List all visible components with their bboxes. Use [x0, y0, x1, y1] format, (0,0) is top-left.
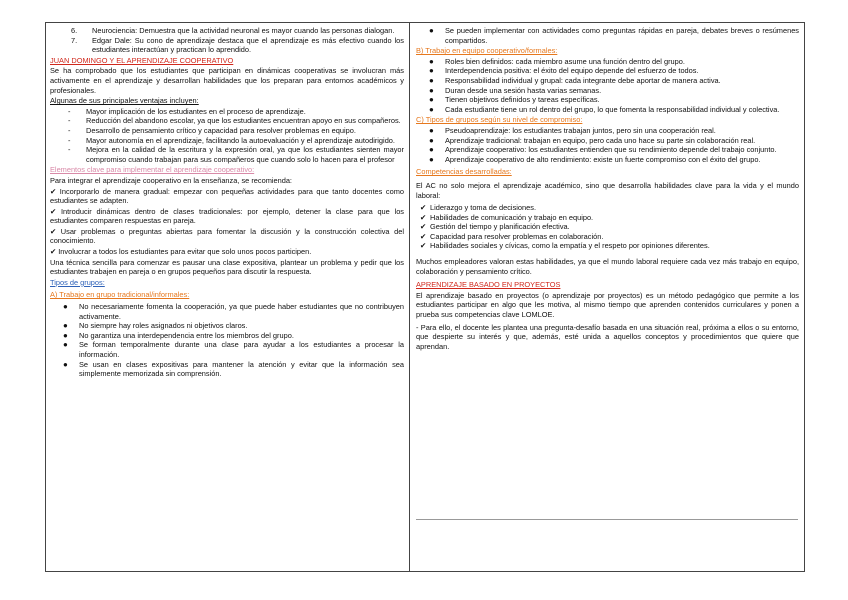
- list-item: ● Tienen objetivos definidos y tareas específicas.: [429, 95, 600, 105]
- section-heading-juan-domingo: JUAN DOMINGO Y EL APRENDIZAJE COOPERATIVO: [50, 55, 234, 65]
- check-icon: ✔: [420, 231, 427, 241]
- paragraph: El AC no solo mejora el aprendizaje académico, sino que desarrolla habilidades clave para la vida y el mundo laboral:: [416, 180, 799, 200]
- list-item: ● Responsabilidad individual y grupal: cada integrante debe aportar de manera activa.: [429, 75, 721, 85]
- trabajo-cooperativo-list: [416, 57, 799, 115]
- competencias-list: [416, 203, 799, 251]
- recommendation-item: ✔ Involucrar a todos los estudiantes para evitar que solo unos pocos participen.: [50, 247, 312, 257]
- list-item: ✔ Habilidades sociales y cívicas, como la empatía y el respeto por opiniones diferentes.: [420, 241, 710, 251]
- list-item: - Mayor autonomía en el aprendizaje, facilitando la autoevaluación y el aprendizaje autodirigido.: [68, 135, 395, 145]
- divider: [416, 519, 798, 520]
- paragraph: Para integrar el aprendizaje cooperativo en la enseñanza, se recomienda:: [50, 175, 292, 185]
- paragraph: Una técnica sencilla para comenzar es pausar una clase expositiva, plantear un problema y pedir que los estudiantes trabajen en pareja o en grupos pequeños para discutir la respuesta.: [50, 257, 404, 277]
- list-item: ● Interdependencia positiva: el éxito del equipo depende del esfuerzo de todos.: [429, 66, 699, 76]
- competencias-heading: Competencias desarrolladas:: [416, 167, 512, 177]
- tipos-heading: Tipos de grupos:: [50, 277, 105, 287]
- list-item: - Mayor implicación de los estudiantes en el proceso de aprendizaje.: [68, 106, 306, 116]
- check-icon: ✔: [420, 203, 427, 213]
- list-item: ✔ Capacidad para resolver problemas en colaboración.: [420, 231, 604, 241]
- trabajo-tradicional-heading: A) Trabajo en grupo tradicional/informales:: [50, 290, 190, 300]
- list-item: ● Aprendizaje tradicional: trabajan en equipo, pero cada uno hace su parte sin colaboración real.: [429, 135, 756, 145]
- list-item: ● Aprendizaje cooperativo: los estudiantes entienden que su rendimiento depende del trabajo conjunto.: [429, 145, 777, 155]
- list-item: ● Cada estudiante tiene un rol dentro del grupo, lo que fomenta la responsabilidad individual y colectiva.: [429, 104, 780, 114]
- recommendation-item: ✔ Incorporarlo de manera gradual: empezar con pequeñas actividades para que tanto docentes como estudiantes se adapten.: [50, 186, 404, 206]
- list-item: ● No siempre hay roles asignados ni objetivos claros.: [63, 321, 248, 331]
- recommendation-item: ✔ Usar problemas o preguntas abiertas para fomentar la discusión y la construcción colectiva del conocimiento.: [50, 226, 404, 246]
- ventajas-heading: Algunas de sus principales ventajas incluyen:: [50, 96, 199, 106]
- check-icon: ✔: [420, 241, 427, 251]
- paragraph: - Para ello, el docente les plantea una pregunta-desafío basada en una situación real, próxima a ellos o su entorno, que despierte su interés y que, además, esté unida a aquellos conceptos y procedimientos que quiere que aprendan.: [416, 322, 799, 351]
- list-item: ● No garantiza una interdependencia entre los miembros del grupo.: [63, 330, 294, 340]
- list-item: ● Se pueden implementar con actividades como preguntas rápidas en pareja, debates breves o resúmenes compartidos.: [429, 26, 799, 45]
- paragraph: Se ha comprobado que los estudiantes que participan en dinámicas cooperativas se involucran más activamente en el aprendizaje y desarrollan habilidades que los preparan para entornos académicos y profesionales.: [50, 66, 404, 95]
- trabajo-cooperativo-heading: B) Trabajo en equipo cooperativo/formales:: [416, 46, 558, 56]
- nivel-compromiso-heading: C) Tipos de grupos según su nivel de compromiso:: [416, 115, 583, 125]
- list-item: ● Aprendizaje cooperativo de alto rendimiento: existe un fuerte compromiso con el éxito del grupo.: [429, 154, 761, 164]
- list-item: ● Se usan en clases expositivas para mantener la atención y evitar que la información sea simplemente memorizada sin comprensión.: [63, 359, 404, 379]
- trabajo-tradicional-list: [50, 302, 404, 379]
- list-item: ● No necesariamente fomenta la cooperación, ya que puede haber estudiantes que no contribuyen activamente.: [63, 302, 404, 321]
- list-item: ✔ Gestión del tiempo y planificación efectiva.: [420, 222, 570, 232]
- elementos-heading: Elementos clave para implementar el aprendizaje cooperativo:: [50, 165, 255, 175]
- list-item: 6. Neurociencia: Demuestra que la actividad neuronal es mayor cuando las personas dialogan.: [71, 26, 395, 35]
- check-icon: ✔: [420, 212, 427, 222]
- right-column: [410, 23, 804, 571]
- recommendation-item: ✔ Introducir dinámicas dentro de clases tradicionales: por ejemplo, detener la clase para que los estudiantes comparen respuestas en pareja.: [50, 206, 404, 226]
- list-item: ● Roles bien definidos: cada miembro asume una función dentro del grupo.: [429, 56, 685, 66]
- list-item: ● Duran desde una sesión hasta varias semanas.: [429, 85, 602, 95]
- paragraph: Muchos empleadores valoran estas habilidades, ya que el mundo laboral requiere cada vez más trabajo en equipo, colaboración y pensamiento crítico.: [416, 257, 799, 276]
- list-item: - Reducción del abandono escolar, ya que los estudiantes encuentran apoyo en sus compañeros.: [68, 116, 401, 126]
- list-item: - Desarrollo de pensamiento crítico y capacidad para resolver problemas en equipo.: [68, 125, 356, 135]
- left-column: [46, 23, 410, 571]
- top-bullet-list: [416, 26, 799, 45]
- document-page: [45, 22, 805, 572]
- list-item: ● Pseudoaprendizaje: los estudiantes trabajan juntos, pero sin una cooperación real.: [429, 125, 716, 135]
- nivel-compromiso-list: [416, 126, 799, 164]
- section-heading-abp: APRENDIZAJE BASADO EN PROYECTOS: [416, 280, 561, 290]
- list-item: ● Se forman temporalmente durante una clase para ayudar a los estudiantes a procesar la información.: [63, 340, 404, 359]
- paragraph: El aprendizaje basado en proyectos (o aprendizaje por proyectos) es un método pedagógico que permite a los estudiantes participar en algo que les motiva, al mismo tiempo que aprenden contenidos curriculares y ponen a prueba sus competencias clave LOMLOE.: [416, 290, 799, 320]
- check-icon: ✔: [420, 222, 427, 232]
- list-item: - Mejora en la calidad de la escritura y la expresión oral, ya que los estudiantes sienten mayor compromiso cuando trabajan para sus compañeros que cuando solo lo hacen para el profesor: [68, 145, 404, 164]
- numbered-list: [50, 26, 404, 55]
- list-item: 7. Edgar Dale: Su cono de aprendizaje destaca que el aprendizaje es más efectivo cuando los estudiantes interactúan y practican lo aprendido.: [71, 35, 404, 55]
- list-item: ✔ Liderazgo y toma de decisiones.: [420, 203, 536, 213]
- list-item: ✔ Habilidades de comunicación y trabajo en equipo.: [420, 212, 594, 222]
- ventajas-list: [50, 107, 404, 165]
